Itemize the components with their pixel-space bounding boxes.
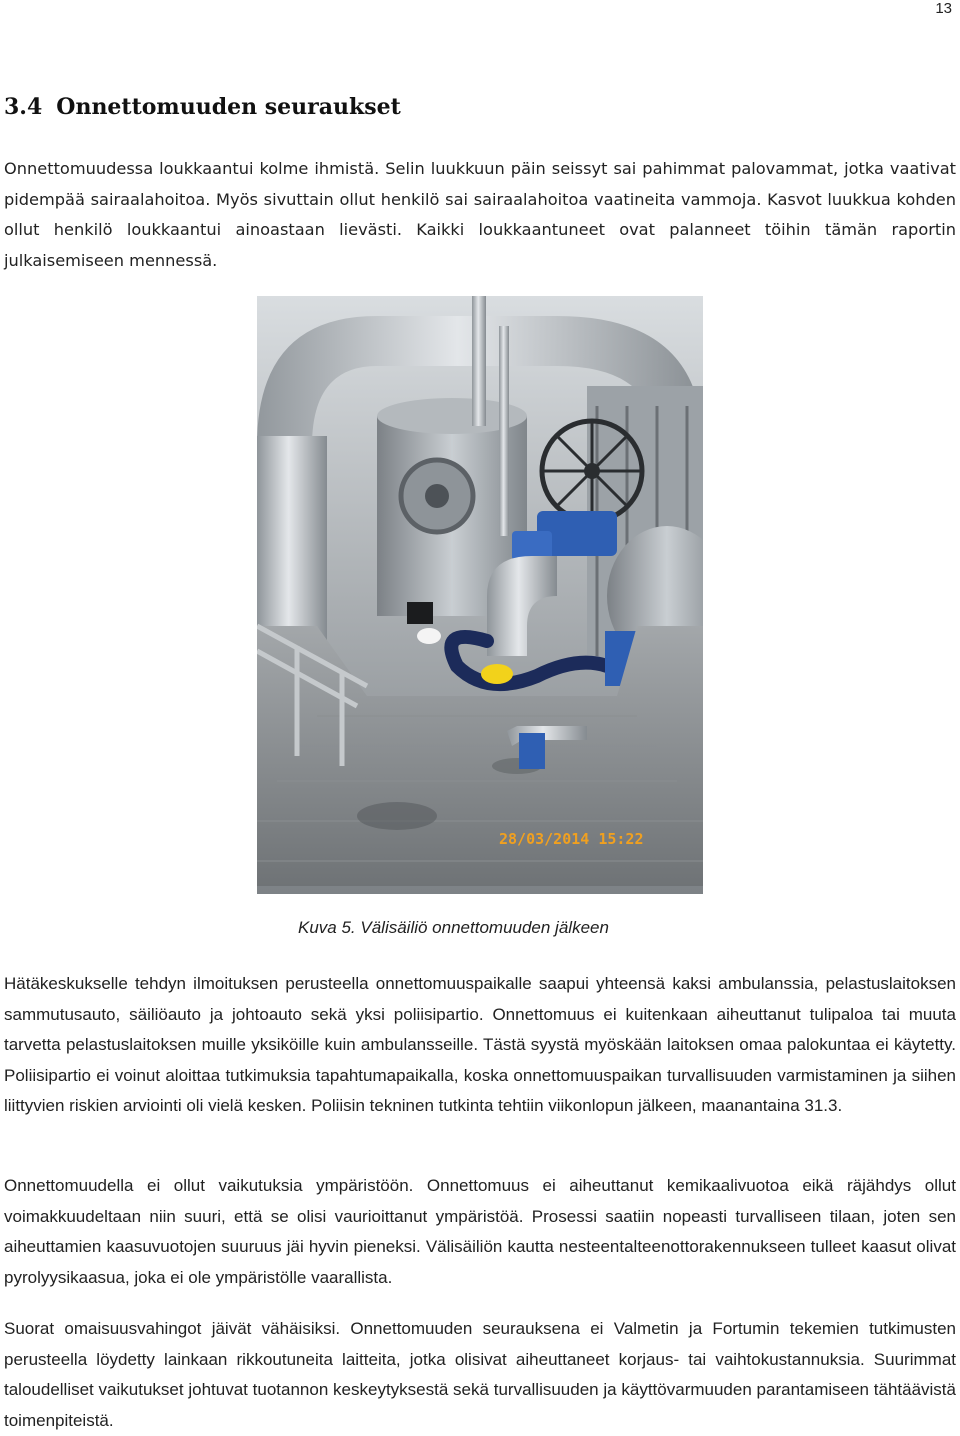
paragraph-emergency-response: Hätäkeskukselle tehdyn ilmoituksen perusteella onnettomuuspaikalle saapui yhteensä kaksi ambulanssia, pelastuslaitoksen sammutusauto, säiliöauto ja johtoauto sekä yksi poliisipartio. Onnettomuus ei kuitenkaan aiheuttanut tulipaloa tai muuta tarvetta pelastuslaitoksen muille yksiköille kuin ambulansseille. Tästä syystä myöskään laitoksen omaa palokuntaa ei käytetty. Poliisipartio ei voinut aloittaa tutkimuksia tapahtumapaikalla, koska onnettomuuspaikan turvallisuuden varmistaminen ja siihen liittyvien riskien arviointi oli vielä kesken. Poliisin tekninen tutkinta tehtiin viikonlopun jälkeen, maanantaina 31.3.: [4, 974, 956, 1115]
section-heading: [4, 94, 401, 120]
paragraph-property-damage: Suorat omaisuusvahingot jäivät vähäisiksi. Onnettomuuden seurauksena ei Valmetin ja Fortumin tekemien tutkimusten perusteella löydetty lainkaan rikkoutuneita laitteita, jotka olisivat aiheuttaneet korjaus- tai vaihtokustannuksia. Suurimmat taloudelliset vaikutukset johtuvat tuotannon keskeytyksestä sekä turvallisuuden ja käyttövarmuuden parantamiseen tähtäävistä toimenpiteistä.: [4, 1319, 956, 1430]
figure-caption: Kuva 5. Välisäiliö onnettomuuden jälkeen: [298, 918, 609, 937]
photo-timestamp: 28/03/2014 15:22: [499, 830, 644, 848]
paragraph-injuries: Onnettomuudessa loukkaantui kolme ihmistä. Selin luukkuun päin seissyt sai pahimmat palovammat, jotka vaativat pidempää sairaalahoitoa. Myös sivuttain ollut henkilö sai sairaalahoitoa vaatineita vammoja. Kasvot luukkua kohden ollut henkilö loukkaantui ainoastaan lievästi. Kaikki loukkaantuneet ovat palanneet töihin tämän raportin julkaisemiseen mennessä.: [4, 159, 956, 270]
page-number: 13: [935, 0, 952, 17]
section-number: 3.4: [4, 94, 43, 120]
photo-illustration: [257, 296, 703, 894]
paragraph-environment: Onnettomuudella ei ollut vaikutuksia ympäristöön. Onnettomuus ei aiheuttanut kemikaalivuotoa eikä räjähdys ollut voimakkuudeltaan niin suuri, että se olisi vaurioittanut ympäristöä. Prosessi saatiin nopeasti turvalliseen tilaan, joten sen aiheuttamien kaasuvuotojen suuruus jäi hyvin pieneksi. Välisäiliön kautta nesteentalteenottorakennukseen tulleet kaasut olivat pyrolyysikaasua, joka ei ole ympäristölle vaarallista.: [4, 1176, 956, 1287]
photo-intermediate-tank: [257, 296, 703, 894]
section-title: Onnettomuuden seuraukset: [56, 94, 401, 120]
